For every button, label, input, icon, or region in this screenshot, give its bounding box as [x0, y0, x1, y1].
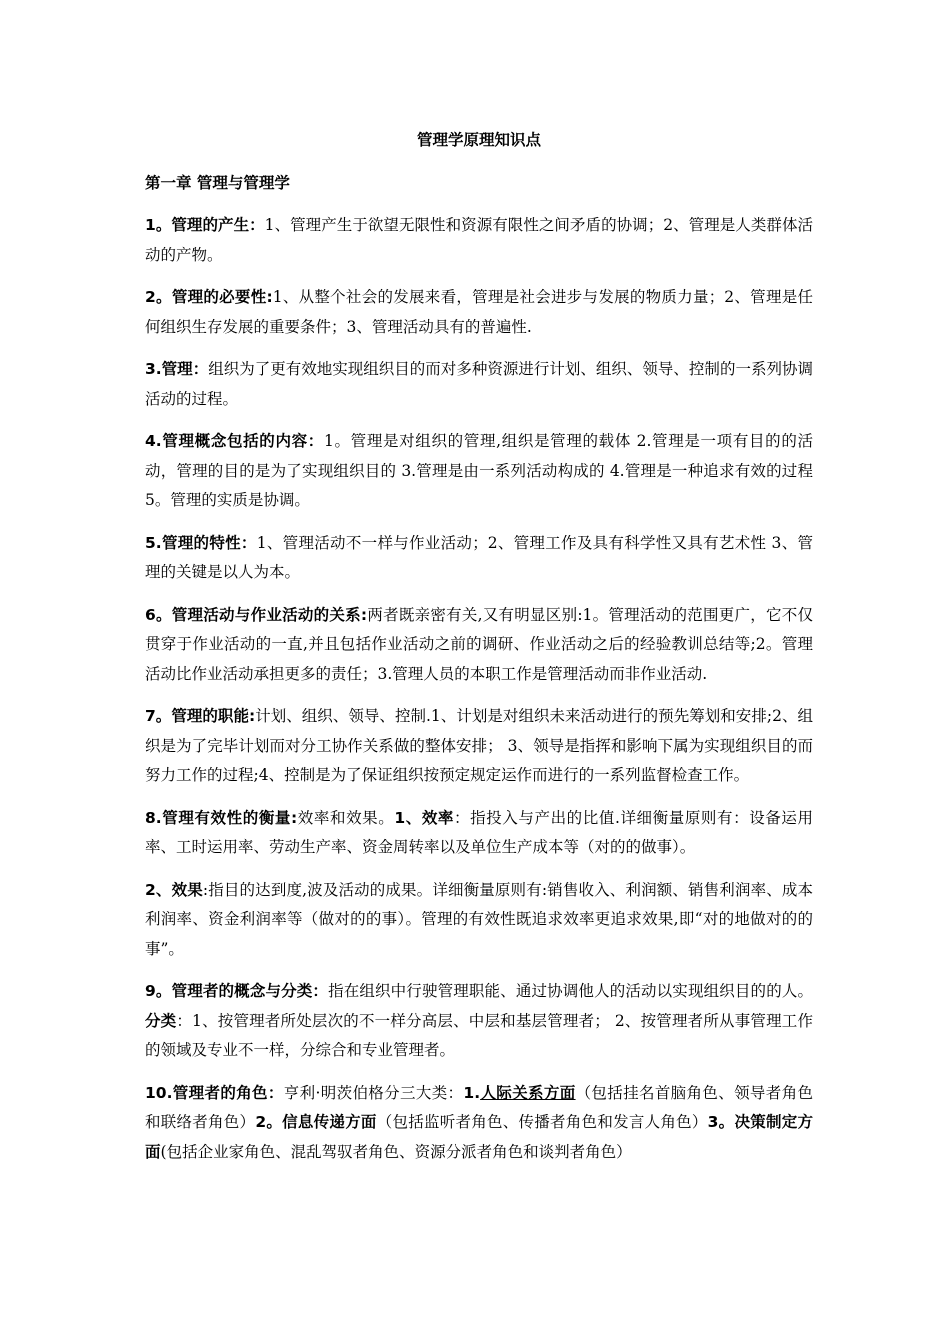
paragraph-heading: 8.管理有效性的衡量:	[145, 808, 298, 827]
paragraph-heading: 10.管理者的角色：	[145, 1083, 284, 1102]
role-category-decisional: 3。决策制定方面	[145, 1113, 813, 1161]
paragraph-11	[145, 1079, 813, 1168]
paragraph-6	[145, 601, 813, 690]
role-category-interpersonal: 人际关系方面	[480, 1083, 576, 1102]
paragraph-text: 组织为了更有效地实现组织目的而对多种资源进行计划、组织、领导、控制的一系列协调活动的过程。	[145, 360, 813, 408]
paragraph-7	[145, 702, 813, 791]
paragraph-heading: 9。管理者的概念与分类：	[145, 982, 329, 1000]
paragraph-subheading: 1、效率	[394, 808, 455, 827]
paragraph-8	[145, 804, 813, 863]
paragraph-heading: 3.管理：	[145, 360, 209, 378]
paragraph-3	[145, 355, 813, 414]
paragraph-heading: 2、效果	[145, 880, 203, 899]
paragraph-heading: 1。管理的产生：	[145, 216, 265, 234]
paragraph-text: 1。管理是对组织的管理,组织是管理的载体 2.管理是一项有目的的活动，管理的目的是为了实现组织目的 3.管理是由一系列活动构成的 4.管理是一种追求有效的过程 5。管理的实质是协调。	[145, 432, 813, 509]
paragraph-heading: 2。管理的必要性:	[145, 288, 273, 306]
role-category-number: 1.	[463, 1083, 481, 1102]
paragraph-heading: 6。管理活动与作业活动的关系:	[145, 605, 368, 624]
paragraph-text: ：指投入与产出的比值.详细衡量原则有：设备运用率、工时运用率、劳动生产率、资金周转率以及单位生产成本等（对的的做事）。	[145, 808, 813, 856]
paragraph-text: （包括挂名首脑角色、领导者角色和联络者角色）	[145, 1083, 813, 1131]
paragraph-text: 效率和效果。	[297, 808, 395, 827]
paragraph-9	[145, 876, 813, 965]
paragraph-5	[145, 529, 813, 588]
document-content	[145, 126, 813, 1180]
role-category-informational: 2。信息传递方面	[255, 1113, 377, 1131]
paragraph-text: 两者既亲密有关,又有明显区别:1。管理活动的范围更广，它不仅贯穿于作业活动的一直,并且包括作业活动之前的调研、作业活动之后的经验教训总结等;2。管理活动比作业活动承担更多的责任；3.管理人员的本职工作是管理活动而非作业活动.	[145, 605, 813, 683]
document-title: 管理学原理知识点	[416, 131, 541, 149]
paragraph-text: （包括监听者角色、传播者角色和发言人角色）	[376, 1113, 708, 1131]
paragraph-heading: 4.管理概念包括的内容：	[145, 432, 324, 450]
paragraph-4	[145, 427, 813, 516]
paragraph-text: :指目的达到度,波及活动的成果。详细衡量原则有:销售收入、利润额、销售利润率、成本利润率、资金利润率等（做对的的事）。管理的有效性既追求效率更追求效果,即“对的地做对的的事”。	[145, 880, 814, 958]
paragraph-2	[145, 283, 813, 342]
paragraph-text: 指在组织中行驶管理职能、通过协调他人的活动以实现组织目的的人。	[328, 982, 813, 1000]
paragraph-text: 1、从整个社会的发展来看，管理是社会进步与发展的物质力量；2、管理是任何组织生存发展的重要条件；3、管理活动具有的普遍性.	[145, 288, 813, 336]
paragraph-subheading: 分类	[145, 1011, 177, 1030]
paragraph-text: 1、管理产生于欲望无限性和资源有限性之间矛盾的协调；2、管理是人类群体活动的产物。	[145, 216, 813, 264]
paragraph-text: (包括企业家角色、混乱驾驭者角色、资源分派者角色和谈判者角色）	[160, 1142, 632, 1161]
paragraph-10	[145, 977, 813, 1066]
paragraph-text: ：1、按管理者所处层次的不一样分高层、中层和基层管理者； 2、按管理者所从事管理工作的领域及专业不一样，分综合和专业管理者。	[145, 1011, 813, 1059]
paragraph-heading: 7。管理的职能:	[145, 707, 256, 725]
paragraph-text: 1、管理活动不一样与作业活动；2、管理工作及具有科学性又具有艺术性 3、管理的关键是以人为本。	[145, 533, 813, 581]
chapter-heading: 第一章 管理与管理学	[145, 173, 290, 192]
paragraph-text: 亨利·明茨伯格分三大类：	[283, 1083, 464, 1102]
paragraph-heading: 5.管理的特性：	[145, 533, 257, 552]
paragraph-text: 计划、组织、领导、控制.1、计划是对组织未来活动进行的预先筹划和安排;2、组织是为了完毕计划而对分工协作关系做的整体安排； 3、领导是指挥和影响下属为实现组织目的而努力工作的过程;4、控制是为了保证组织按预定规定运作而进行的一系列监督检查工作。	[145, 707, 814, 784]
paragraph-1	[145, 211, 813, 270]
